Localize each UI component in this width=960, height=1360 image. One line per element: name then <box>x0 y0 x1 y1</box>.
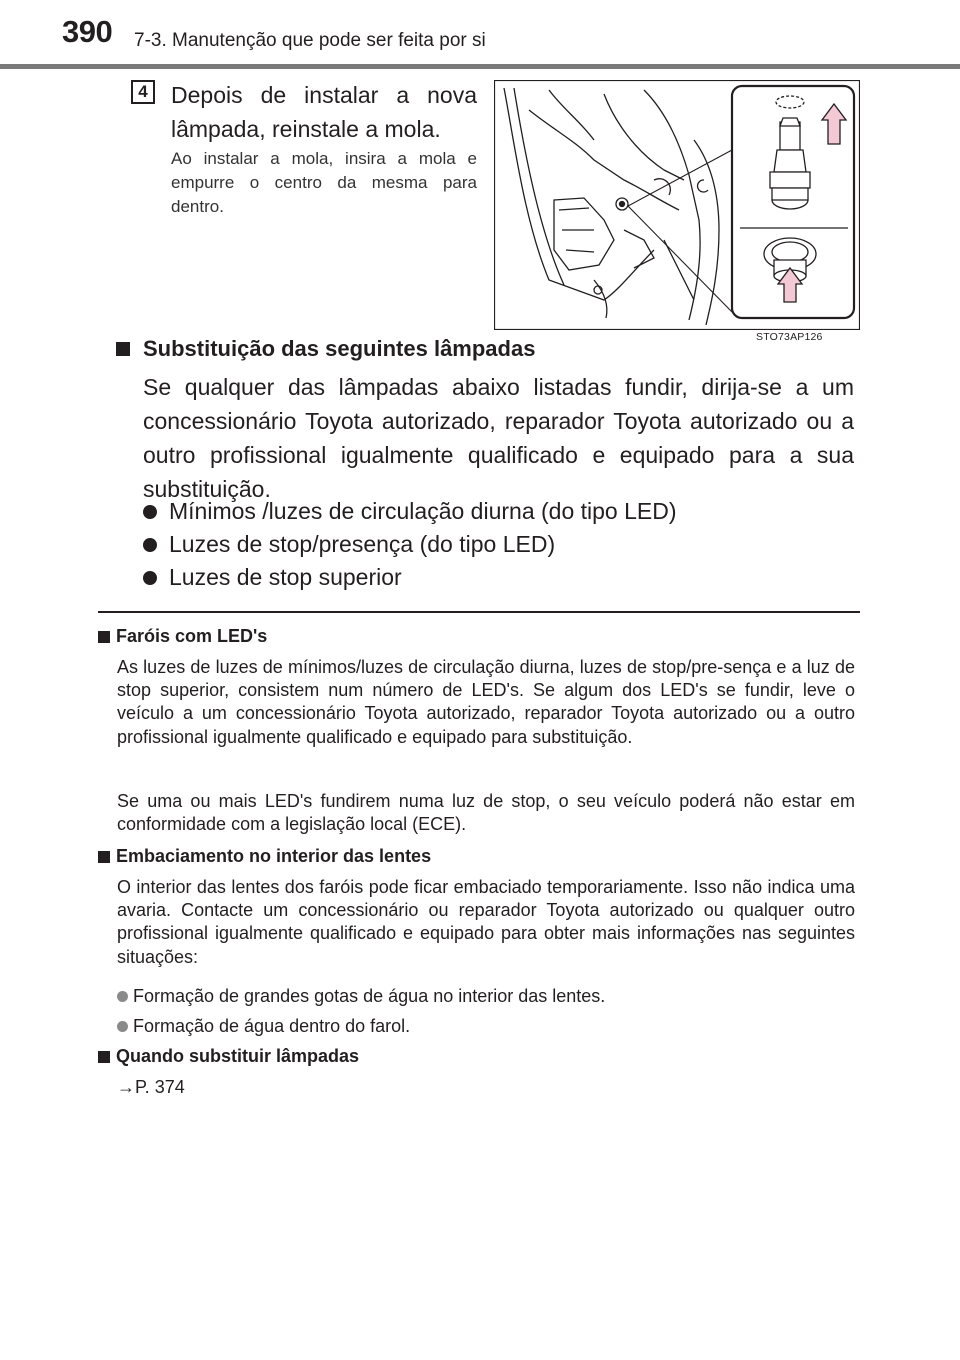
square-bullet-icon <box>98 1051 110 1063</box>
bullet-dot-icon <box>143 505 157 519</box>
note-heading <box>98 846 431 867</box>
note-heading <box>98 626 267 647</box>
bullet-dot-icon <box>117 991 128 1002</box>
note-heading <box>98 1046 359 1067</box>
square-bullet-icon <box>98 851 110 863</box>
note-paragraph: O interior das lentes dos faróis pode ficar embaciado temporariamente. Isso não indica uma avaria. Contacte um concessionário ou reparador Toyota autorizado ou qualquer outro profissional igualmente qualificado e equipado para obter mais informações nas seguintes situações: <box>117 877 855 967</box>
step-note: Ao instalar a mola, insira a mola e empurre o centro da mesma para dentro. <box>171 149 477 216</box>
list-item <box>117 1016 410 1037</box>
chapter-title: 7-3. Manutenção que pode ser feita por si <box>134 30 486 51</box>
list-item-text: Luzes de stop/presença (do tipo LED) <box>169 531 556 557</box>
section-heading <box>116 336 535 362</box>
section-paragraph: Se qualquer das lâmpadas abaixo listadas fundir, dirija-se a um concessionário Toyota autorizado, reparador Toyota autorizado ou a outro profissional igualmente qualificado e equipado para a sua substituição. <box>143 374 854 502</box>
list-item <box>143 531 555 558</box>
spring-installation-illustration <box>494 80 860 330</box>
page-reference-link[interactable]: →P. 374 <box>117 1077 185 1097</box>
list-item <box>143 498 677 525</box>
section-divider <box>98 611 860 613</box>
list-item-text: Formação de água dentro do farol. <box>133 1016 411 1036</box>
note-paragraph: As luzes de luzes de mínimos/luzes de circulação diurna, luzes de stop/pre-sença e a luz de stop superior, consistem num número de LED's. Se algum dos LED's se fundir, leve o veículo a um concessionário Toyota autorizado, reparador Toyota autorizado ou a outro profissional igualmente qualificado e equipado para substituição. <box>117 657 855 747</box>
step-instruction: Depois de instalar a nova lâmpada, reinstale a mola. <box>171 82 477 142</box>
step-number-badge: 4 <box>131 80 155 104</box>
page-number: 390 <box>62 14 113 49</box>
bullet-dot-icon <box>143 538 157 552</box>
list-item-text: Formação de grandes gotas de água no interior das lentes. <box>133 986 606 1006</box>
bullet-dot-icon <box>117 1021 128 1032</box>
section-title: Substituição das seguintes lâmpadas <box>143 336 536 361</box>
bullet-dot-icon <box>143 571 157 585</box>
header-rule <box>0 64 960 69</box>
list-item-text: Luzes de stop superior <box>169 564 402 590</box>
figure-code: STO73AP126 <box>756 331 823 343</box>
note-paragraph: Se uma ou mais LED's fundirem numa luz de stop, o seu veículo poderá não estar em conformidade com a legislação local (ECE). <box>117 791 855 835</box>
square-bullet-icon <box>98 631 110 643</box>
list-item <box>143 564 402 591</box>
note-title: Embaciamento no interior das lentes <box>116 846 432 866</box>
list-item <box>117 986 605 1007</box>
note-title: Quando substituir lâmpadas <box>116 1046 360 1066</box>
square-bullet-icon <box>116 342 130 356</box>
list-item-text: Mínimos /luzes de circulação diurna (do tipo LED) <box>169 498 677 524</box>
note-title: Faróis com LED's <box>116 626 268 646</box>
